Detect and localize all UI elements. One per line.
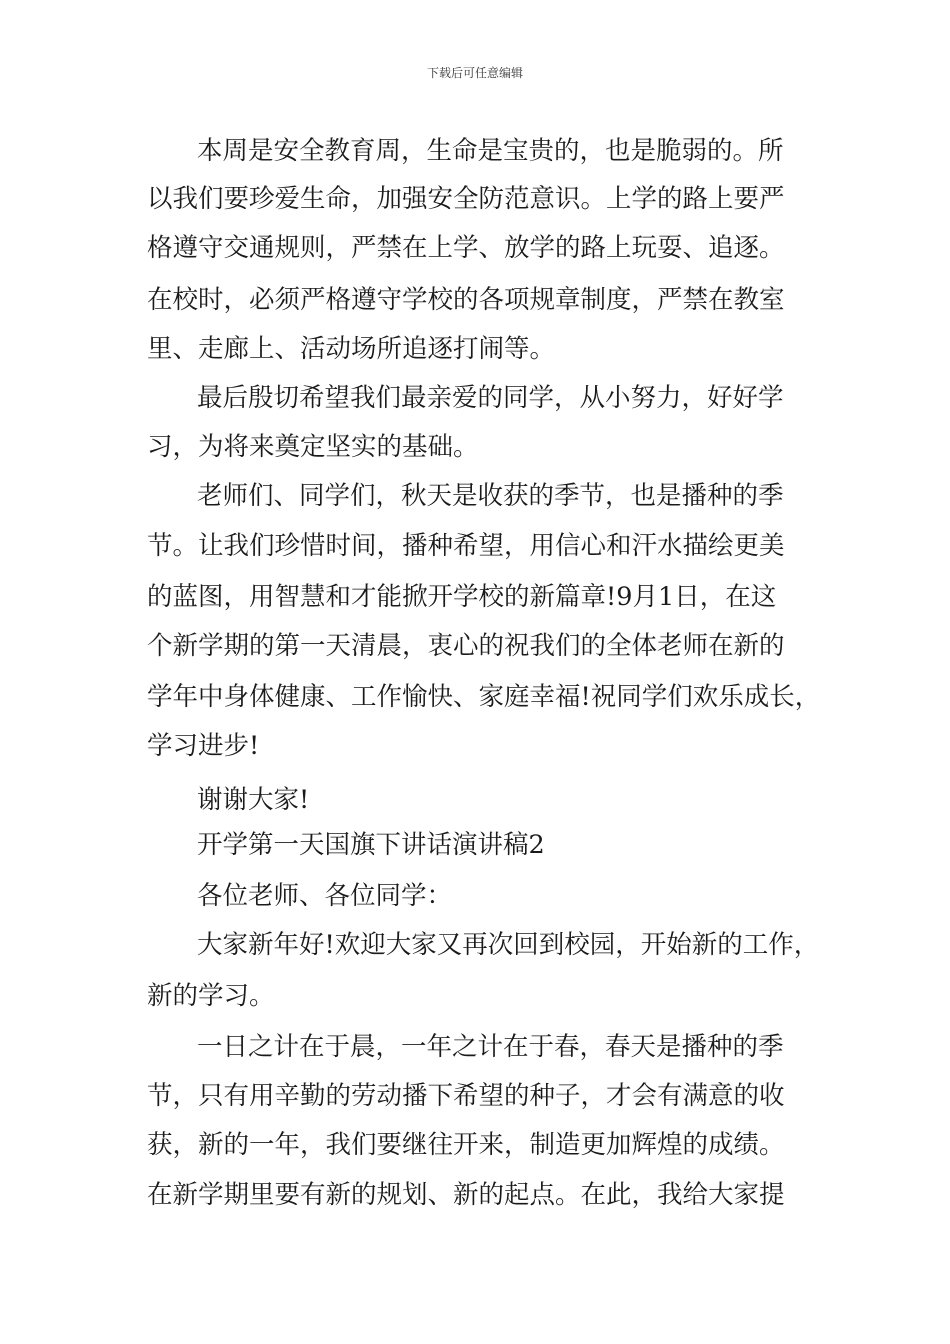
text-line: 个新学期的第一天清晨，衷心的祝我们的全体老师在新的 xyxy=(147,631,785,661)
text-line: 习，为将来奠定坚实的基础。 xyxy=(147,432,479,462)
text-line: 在校时，必须严格遵守学校的各项规章制度，严禁在教室 xyxy=(147,285,785,315)
text-line: 里、走廊上、活动场所追逐打闹等。 xyxy=(147,334,556,364)
text-line: 新的学习。 xyxy=(147,981,275,1011)
text-line: 一日之计在于晨，一年之计在于春，春天是播种的季 xyxy=(197,1032,784,1062)
text-line: 老师们、同学们，秋天是收获的季节，也是播种的季 xyxy=(197,481,784,511)
text-line: 最后殷切希望我们最亲爱的同学，从小努力，好好学 xyxy=(197,383,784,413)
text-line: 学习进步! xyxy=(147,731,260,761)
text-line: 获，新的一年，我们要继往开来，制造更加辉煌的成绩。 xyxy=(147,1130,785,1160)
salutation: 各位老师、各位同学： xyxy=(197,881,453,911)
text-line: 大家新年好!欢迎大家又再次回到校园，开始新的工作， xyxy=(197,930,820,960)
text-line: 以我们要珍爱生命，加强安全防范意识。上学的路上要严 xyxy=(147,184,785,214)
text-line: 学年中身体健康、工作愉快、家庭幸福!祝同学们欢乐成长， xyxy=(147,682,821,712)
text-line: 节。让我们珍惜时间，播种希望，用信心和汗水描绘更美 xyxy=(147,531,785,561)
text-line: 的蓝图，用智慧和才能掀开学校的新篇章!9月1日，在这 xyxy=(147,582,777,612)
section-title: 开学第一天国旗下讲话演讲稿2 xyxy=(197,830,545,860)
text-line: 格遵守交通规则，严禁在上学、放学的路上玩耍、追逐。 xyxy=(147,233,785,263)
text-line: 本周是安全教育周，生命是宝贵的，也是脆弱的。所 xyxy=(197,136,784,166)
page-header-watermark: 下载后可任意编辑 xyxy=(426,66,523,80)
text-line: 在新学期里要有新的规划、新的起点。在此，我给大家提 xyxy=(147,1180,785,1210)
text-line: 节，只有用辛勤的劳动播下希望的种子，才会有满意的收 xyxy=(147,1081,785,1111)
text-line: 谢谢大家! xyxy=(197,785,310,815)
